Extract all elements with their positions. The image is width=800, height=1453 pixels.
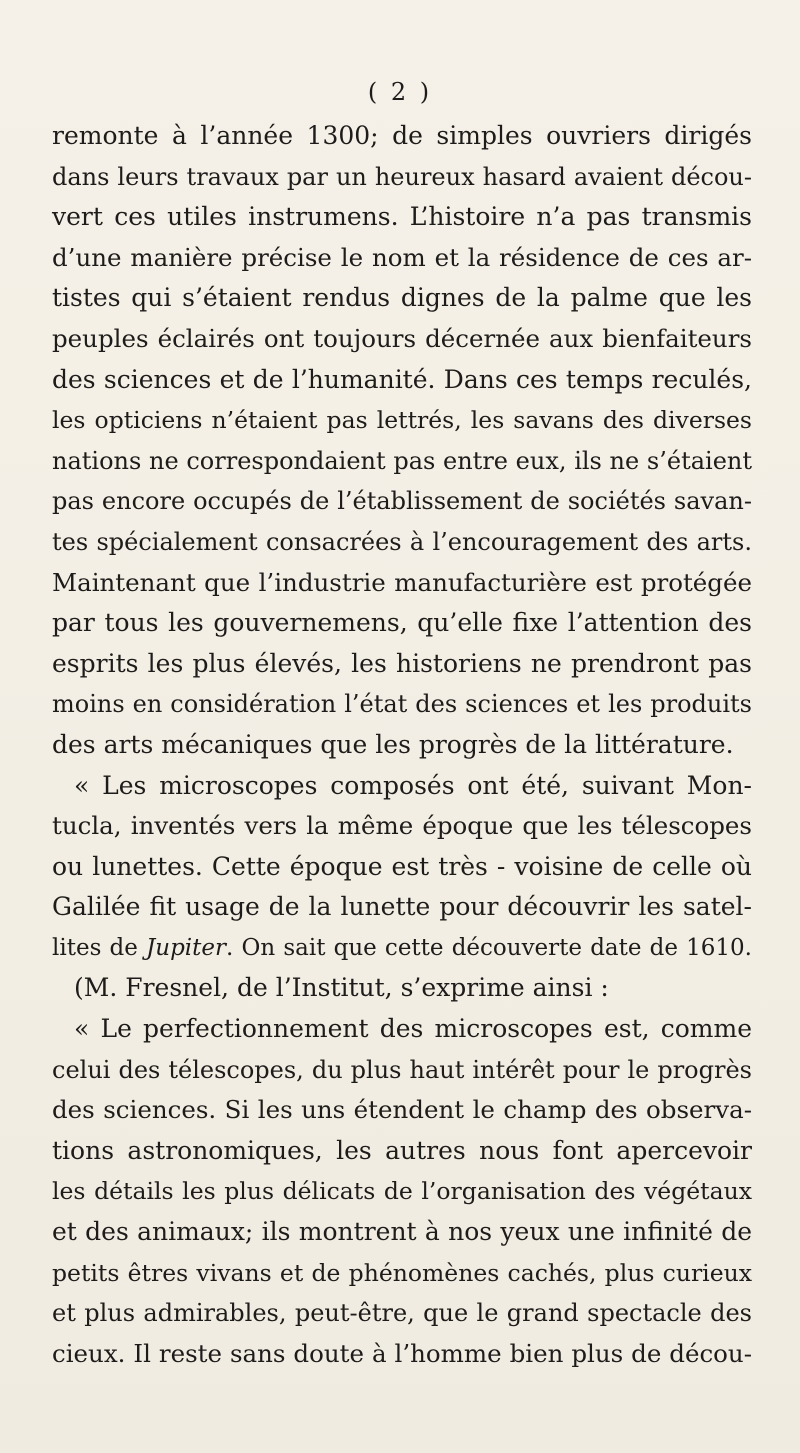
- text-segment: . On sait que cette découverte date de 1610.: [226, 934, 752, 961]
- text-line: tistes qui s’étaient rendus dignes de la palme que les: [52, 283, 752, 313]
- text-line: des sciences et de l’humanité. Dans ces temps reculés,: [52, 364, 752, 394]
- text-line: les opticiens n’étaient pas lettrés, les savans des diverses: [52, 406, 752, 435]
- text-line: peuples éclairés ont toujours décernée aux bienfaiteurs: [52, 323, 752, 353]
- text-line: pas encore occupés de l’établissement de sociétés savan-: [52, 487, 752, 516]
- italic-term: Jupiter: [146, 934, 227, 961]
- text-line: cieux. Il reste sans doute à l’homme bien plus de décou-: [52, 1338, 752, 1368]
- text-line: petits êtres vivans et de phénomènes cachés, plus curieux: [52, 1258, 752, 1287]
- text-line: par tous les gouvernemens, qu’elle fixe l’attention des: [52, 608, 752, 638]
- page-number: ( 2 ): [367, 78, 433, 106]
- body-text: [52, 116, 752, 1374]
- text-line: d’une manière précise le nom et la résidence de ces ar-: [52, 242, 752, 272]
- text-segment: lites de: [52, 934, 147, 961]
- text-line: « Les microscopes composés ont été, suivant Mon-: [74, 770, 752, 800]
- text-line: des arts mécaniques que les progrès de la littérature.: [52, 729, 734, 759]
- text-line: les détails les plus délicats de l’organisation des végétaux: [52, 1177, 752, 1206]
- text-line: esprits les plus élevés, les historiens ne prendront pas: [52, 648, 752, 678]
- text-line: tucla, inventés vers la même époque que les télescopes: [52, 811, 752, 841]
- text-line: ou lunettes. Cette époque est très - voisine de celle où: [52, 851, 752, 881]
- text-line: (M. Fresnel, de l’Institut, s’exprime ainsi :: [74, 973, 609, 1003]
- text-line: vert ces utiles instrumens. L’histoire n’a pas transmis: [52, 202, 752, 232]
- text-line: tes spécialement consacrées à l’encouragement des arts.: [52, 527, 752, 556]
- text-line: celui des télescopes, du plus haut intérêt pour le progrès: [52, 1055, 752, 1084]
- text-line: moins en considération l’état des sciences et les produits: [52, 690, 752, 719]
- text-line: et des animaux; ils montrent à nos yeux une infinité de: [52, 1217, 752, 1247]
- text-line: des sciences. Si les uns étendent le champ des observa-: [52, 1095, 752, 1125]
- text-line: remonte à l’année 1300; de simples ouvriers dirigés: [52, 121, 752, 150]
- text-line: nations ne correspondaient pas entre eux, ils ne s’étaient: [52, 446, 752, 475]
- text-line: Maintenant que l’industrie manufacturière est protégée: [52, 567, 752, 597]
- text-line: tions astronomiques, les autres nous font apercevoir: [52, 1135, 752, 1165]
- text-line-with-italic: [52, 928, 752, 969]
- text-line: Galilée fit usage de la lunette pour découvrir les satel-: [52, 892, 752, 922]
- text-line: dans leurs travaux par un heureux hasard avaient décou-: [52, 162, 752, 191]
- text-line: et plus admirables, peut-être, que le grand spectacle des: [52, 1299, 752, 1328]
- text-line: « Le perfectionnement des microscopes est, comme: [74, 1014, 752, 1044]
